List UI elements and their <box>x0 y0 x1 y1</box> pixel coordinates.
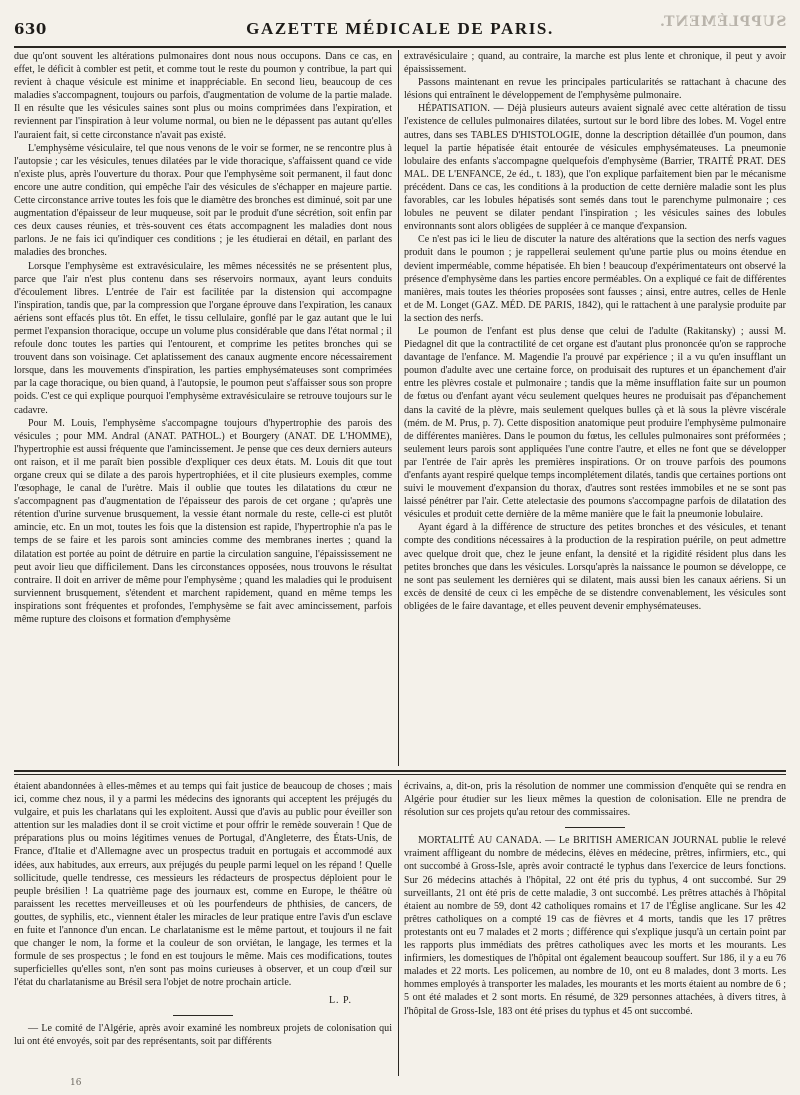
paragraph: Le poumon de l'enfant est plus dense que celui de l'adulte (Rakitansky) ; aussi M. Piedagnel dit que la contractilité de cet organe est d'autant plus prononcée qu'on se rapproche davantage de l'enfance. M. Magendie l'a prouvé par expérience ; il a vu qu'en insufflant un poumon d'adulte avec une certaine force, on produisait des ruptures et un épanchement d'air entre les plèvres costale et pulmonaire ; tandis que la même insufflation faite sur un poumon de fœtus ou d'enfant ayant vécu seulement quelques heures ne produisait pas d'épanchement dans la cavité de la plèvre, mais seulement quelques bulles çà et là sous la plèvre viscérale (mém. de M. Prus, p. 7). Cette disposition anatomique peut produire l'emphysème pulmonaire de différentes manières. Dans le poumon du fœtus, les cellules pulmonaires sont préformées ; seulement leurs parois sont appliquées l'une contre l'autre, et elles ne font que se développer par l'entrée de l'air après les premières inspirations. Or on trouve parfois des poumons d'enfants ayant respiré quelque temps incomplétement dilatés, tandis que certaines portions ont suivi le mouvement d'expansion du thorax, d'autres sont restées immobiles et ne se sont pas laissé pénétrer par l'air. Cette atelectasie des poumons s'accompagne parfois de dilatation des vésicules et produit cette dernière de la même manière que le fait la pneumonie lobulaire. <box>404 325 786 521</box>
column-divider-bottom <box>398 780 399 1076</box>
page-header <box>14 14 786 42</box>
paragraph: extravésiculaire ; quand, au contraire, la marche est plus lente et chronique, il peut y avoir épaississement. <box>404 51 786 76</box>
feuilleton-column-left <box>14 780 392 1076</box>
separator-rule <box>565 827 625 828</box>
paragraph: Passons maintenant en revue les principales particularités se rattachant à chacune des lésions qui entraînent le développement de l'emphysème pulmonaire. <box>404 77 786 102</box>
bleed-through-text: SUPPLÉMENT. <box>658 14 786 30</box>
paragraph: MORTALITÉ AU CANADA. — Le BRITISH AMERICAN JOURNAL publie le relevé vraiment affligeant du nombre de médecins, élèves en médecine, prêtres, infirmiers, etc., qui ont succombé à Gross-Isle, après avoir contracté le typhus dans l'exercice de leurs fonctions. Sur 26 médecins attachés à l'hôpital, 22 ont été pris du typhus, 4 ont succombé. Sur 29 surveillants, 21 ont été pris de cette maladie, 3 ont succombé. Les prêtres attachés à l'hôpital étaient au nombre de 59, dont 42 catholiques romains et 17 de l'Église anglicane. Sur les 42 prêtres catholiques on a compté 19 cas de fièvres et 4 morts, tandis que les 17 prêtres protestants ont eu 7 malades et 2 morts ; différence qui s'explique jusqu'à un certain point par les rapports plus immédiats des prêtres catholiques avec les morts et les mourants. Les infirmiers, les domestiques de l'hôpital ont également beaucoup souffert. Sur 186, il y a eu 76 malades et 22 morts. Les policemen, au nombre de 10, ont eu 8 malades, dont 3 morts. Les hommes employés à transporter les malades, les mourants et les morts étaient au nombre de 6 ; 5 ont été malades et 2 sont morts. En résumé, de 329 personnes attachées, à divers titres, à l'hôpital de Gross-Isle, 183 ont été prises du typhus et 45 ont succombé. <box>404 835 786 1017</box>
article-column-left <box>14 50 392 766</box>
footer-mark: 16 <box>70 1078 82 1088</box>
paragraph: Ayant égard à la différence de structure des petites bronches et des vésicules, et tenant compte des conditions nécessaires à la production de la respiration puérile, on peut admettre avec quelque droit que, chez le jeune enfant, la densité et la rigidité résident plus dans les petites bronches que dans les vésicules. Lorsqu'après la naissance le poumon se développe, ce ne sont pas seulement les dernières qui se dilatent, mais aussi bien les canaux aériens. Si un excès de densité de ceux ci les empêche de se distendre convenablement, les vésicules sont obligées de le faire davantage, et elles peuvent devenir emphysémateuses. <box>404 522 786 612</box>
header-rule <box>14 46 786 48</box>
paragraph: L'emphysème vésiculaire, tel que nous venons de le voir se former, ne se rencontre plus à l'autopsie ; car les vésicules, tenues dilatées par le vide thoracique, s'affaissent quand ce vide n'existe plus, après l'ouverture du thorax. Pour que l'emphysème soit permanent, il faut donc encore une autre condition, qui empêche l'air des vésicules de s'échapper en majeure partie. Cette circonstance arrive toutes les fois que le diamètre des bronches est diminué, soit par une augmentation d'épaisseur de leur muqueuse, soit par le produit d'une sécrétion, soit enfin par ces deux causes réunies, et très-souvent ces états accompagnent les maladies dont nous parlons. Je ne fais ici qu'indiquer ces conditions ; je les étudierai en détail, en parlant des maladies des bronches. <box>14 142 392 259</box>
paragraph: Lorsque l'emphysème est extravésiculaire, les mêmes nécessités ne se présentent plus, parce que l'air n'est plus contenu dans ses réservoirs normaux, ayant leurs conduits d'écoulement libres. L'entrée de l'air est facilitée par la distension qui accompagne l'inspiration, tandis que, par la compression que l'organe éprouve dans l'expiration, les canaux aériens sont effacés plus tôt. En effet, le tissu cellulaire, gonflé par le gaz autant que le lui permet l'expansion thoracique, occupe un volume plus considérable que dans l'état normal ; il refoule donc toutes les parties qui l'entourent, et comprime les petites bronches qui se trouvent dans son voisinage. Cet aplatissement des canaux augmente encore nécessairement lorsque, dans les mouvements d'inspiration, les parties emphysémateuses sont comprimées par la cage thoracique, ou bien quand, à l'autopsie, le poumon peut s'affaisser sous son propre poids. C'est ce qui explique pourquoi l'emphysème extravésiculaire se retrouve toujours sur le cadavre. <box>14 260 392 416</box>
page-number: 630 <box>14 20 47 38</box>
feuilleton-column-right <box>404 780 786 1076</box>
column-divider-top <box>398 50 399 766</box>
article-column-right <box>404 50 786 766</box>
section-rule <box>14 770 786 772</box>
journal-title: GAZETTE MÉDICALE DE PARIS. <box>246 19 554 38</box>
paragraph: HÉPATISATION. — Déjà plusieurs auteurs avaient signalé avec cette altération de tissu l'existence de cellules pulmonaires dilatées, surtout sur le bord libre des lobes. M. Vogel entre autres, dans ses TABLES D'HISTOLOGIE, donne la description détaillée d'un poumon, dans lequel la partie hépatisée était entourée de vésicules emphysémateuses. La pneumonie lobulaire des enfants s'accompagne quelquefois d'emphysème (Barrier, TRAITÉ PRAT. DES MAL. DE L'ENFANCE, 2e éd., t. 183), que l'on explique parfaitement bien par le mécanisme précédent. Dans ce cas, les conditions à la production de cette dernière maladie sont les plus favorables, car les lobules hépatisés sont semés dans tout le parenchyme pulmonaire ; ces lobules ne peuvent se dilater pendant l'inspiration ; les vésicules saines des lobules environnants sont alors obligées de suppléer à ce manque d'expansion. <box>404 103 786 233</box>
section-rule-thin <box>14 774 786 775</box>
paragraph: Ce n'est pas ici le lieu de discuter la nature des altérations que la section des nerfs vagues produit dans le poumon ; je rappellerai seulement qu'une partie plus ou moins étendue en devient imperméable, comme hépatisée. Eh bien ! beaucoup d'expérimentateurs ont observé la présence d'emphysème dans les parties encore perméables. On a expliqué ce fait de différentes manières, mais toutes les théories proposées sont fausses ; ainsi, entre autres, celles de Henle et de M. Longet (GAZ. MÉD. DE PARIS, 1842), qui le rattachent à une paralysie produite par la section des nerfs. <box>404 234 786 324</box>
paragraph: due qu'ont souvent les altérations pulmonaires dont nous nous occupons. Dans ce cas, en effet, le déficit à combler est petit, et comme tout le reste du poumon y contribue, la part qui revient à chaque vésicule est minime et inappréciable. En second lieu, beaucoup de ces maladies s'accompagnent, toujours ou parfois, d'augmentation de volume de la partie malade. Il en résulte que les vésicules saines sont plus ou moins comprimées dans l'expiration, et reviennent par l'inspiration à leur volume normal, ou bien ne le dépassent pas autant qu'elles l'auraient fait, si cette circonstance n'avait pas existé. <box>14 51 392 141</box>
separator-rule <box>173 1015 233 1016</box>
paragraph: étaient abandonnées à elles-mêmes et au temps qui fait justice de beaucoup de choses ; mais ici, comme chez nous, il y a parmi les médecins des ignorants qui acceptent les préjugés du vulgaire, et puis les charlatans qui les exploitent. Aussi que d'avis au public pour éveiller son attention sur les maladies dont il se croit victime et pour offrir le remède souverain ! Que de préparations plus ou moins légitimes venues de Portugal, d'Angleterre, des États-Unis, de France, d'Italie et d'Allemagne avec un prospectus traduit en portugais et accommodé aux idées, aux habitudes, aux erreurs, aux préjugés du peuple parmi lequel on les répand ! Quelle sollicitude, quelle tendresse, ces messieurs les rédacteurs de prospectus déploient pour le peuple brésilien ! La quatrième page des journaux est, comme en Europe, le théâtre où paraissent les recettes merveilleuses et où les pourfendeurs de phthisies, de cancers, de gouttes, de syphilis, etc., viennent étaler les miracles de leur pratique entre l'avis d'un esclave en fuite et l'annonce d'un encan. Le charlatanisme est le même partout, et toujours il ne fait que changer le nom, la forme et la couleur de son orviétan, le langage, les termes et la formule de ses prospectus ; le fond en est toujours le même. Mais ces modifications, toutes superficielles qu'elles sont, n'en sont pas moins curieuses à observer, et un coup d'œil sur l'état du charlatanisme au Brésil sera l'objet de notre prochain article. <box>14 781 392 989</box>
paragraph: — Le comité de l'Algérie, après avoir examiné les nombreux projets de colonisation qui lui ont été envoyés, soit par des représentants, soit par différents <box>14 1022 392 1047</box>
paragraph: écrivains, a, dit-on, pris la résolution de nommer une commission d'enquête qui se rendra en Algérie pour étudier sur les lieux mêmes la question de colonisation. Elle ne prendra de résolution sur ces projets qu'au retour des commissaires. <box>404 781 786 819</box>
paragraph: Pour M. Louis, l'emphysème s'accompagne toujours d'hypertrophie des parois des vésicules ; pour MM. Andral (ANAT. PATHOL.) et Bourgery (ANAT. DE L'HOMME), l'hypertrophie est aussi fréquente que l'amincissement. Je pense que ces deux derniers auteurs ont raison, et il me paraît bien possible d'expliquer ces deux états. M. Louis dit que tout organe creux qui se dilate a des parois hypertrophiées, et il cite plusieurs exemples, comme l'œsophage, le canal de l'urètre. Mais il oublie que toutes les dilatations du cœur ne s'accompagnent pas d'augmentation de l'épaisseur des parois de cet organe ; qu'après une rétention d'urine survenue brusquement, la vessie étant normale du reste, celle-ci est plutôt amincie, etc. En un mot, toutes les fois que la distension est rapide, l'hypertrophie n'a pas le temps de se faire et les parois sont amincies comme des membranes inertes ; quand la dilatation est portée au point de détruire en partie la circulation sanguine, l'épaississement ne peut avoir lieu que difficilement. Dans les circonstances opposées, nous trouvons le résultat contraire. Il doit en arriver de même pour l'emphysème ; quand les maladies qui le produisent surviennent brusquement, s'étendent et marchent rapidement, quand en même temps les inspirations sont fréquentes et profondes, l'emphysème se fait avec amincissement, parfois même rupture des cloisons et formation d'emphysème <box>14 417 392 626</box>
author-signature: L. P. <box>328 994 352 1006</box>
